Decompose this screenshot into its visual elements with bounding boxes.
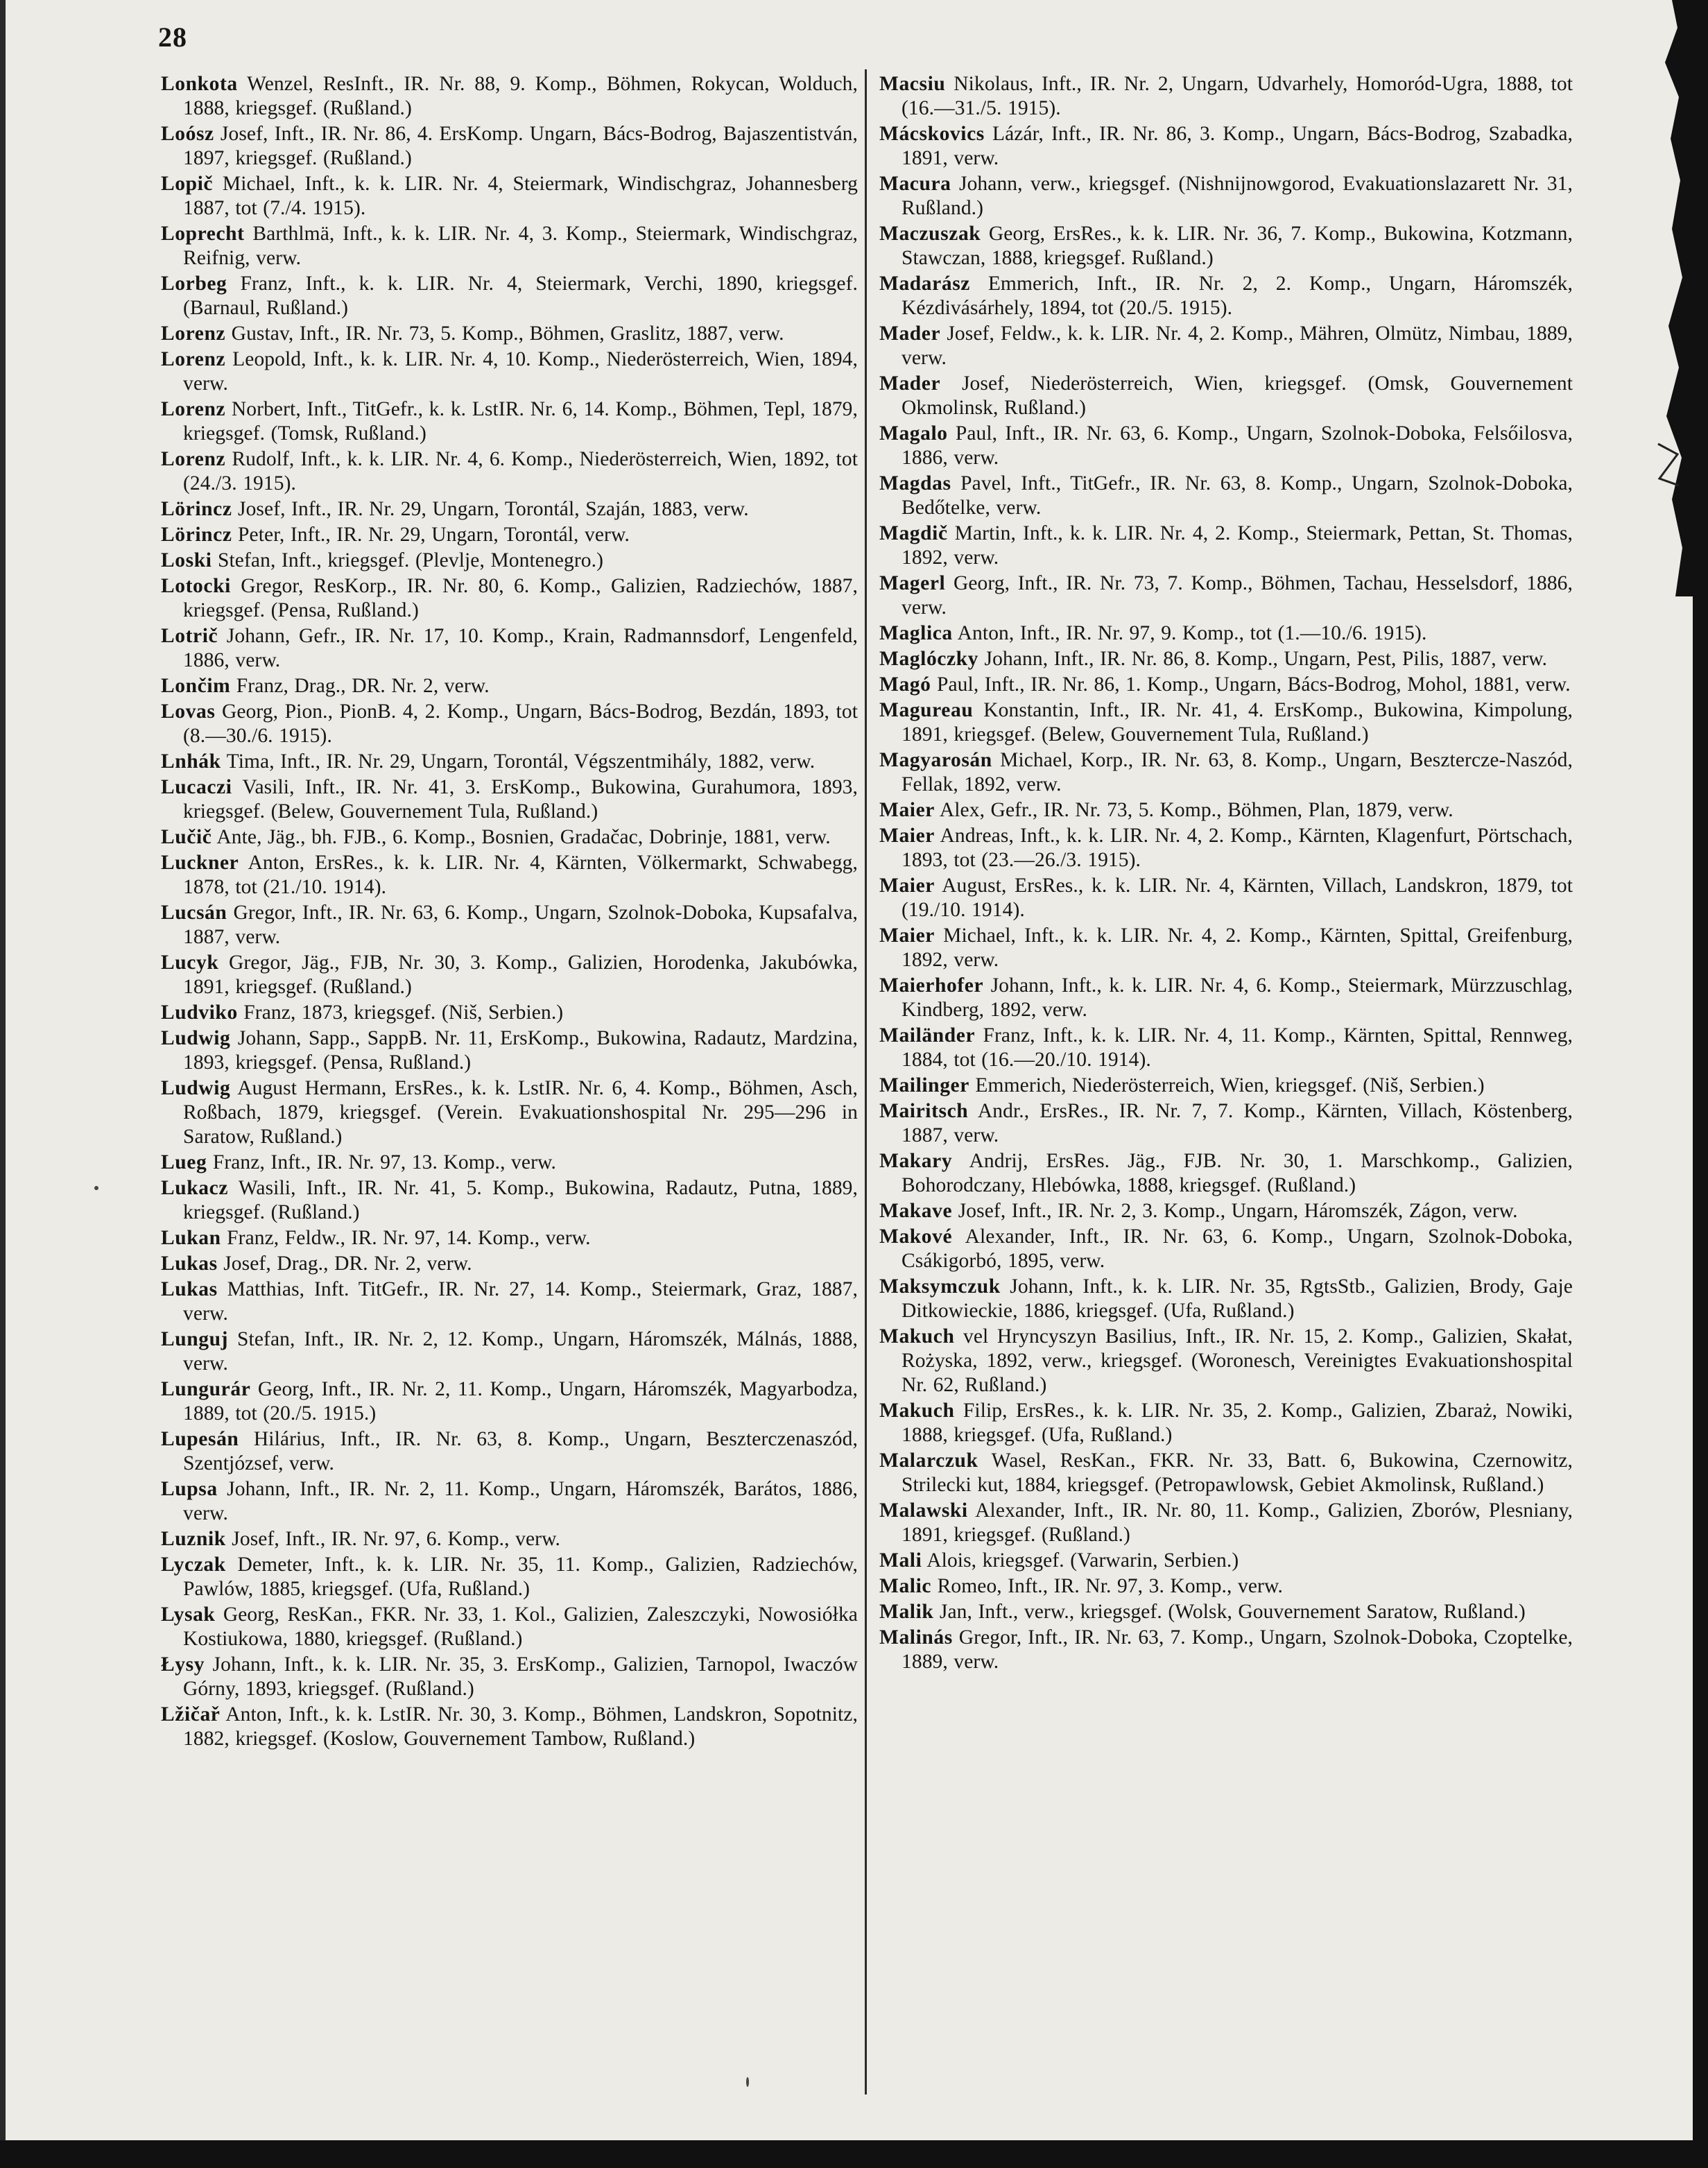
torn-edge-icon bbox=[1651, 0, 1693, 596]
entry-surname: Magdas bbox=[879, 472, 951, 494]
register-entry bbox=[161, 825, 858, 850]
entry-details: Jan, Inft., verw., kriegsgef. (Wolsk, Gouvernement Saratow, Rußland.) bbox=[939, 1601, 1526, 1623]
entry-surname: Ludwig bbox=[161, 1027, 231, 1049]
register-entry bbox=[161, 1252, 858, 1276]
entry-details: Ante, Jäg., bh. FJB., 6. Komp., Bosnien, Gradačac, Dobrinje, 1881, verw. bbox=[216, 826, 831, 848]
entry-details: Norbert, Inft., TitGefr., k. k. LstIR. Nr. 6, 14. Komp., Böhmen, Tepl, 1879, kriegsgef. (Tomsk, Rußland.) bbox=[183, 398, 858, 445]
entry-details: Johann, Inft., k. k. LIR. Nr. 35, RgtsStb., Galizien, Brody, Gaje Ditkowieckie, 1886, kriegsgef. (Ufa, Rußland.) bbox=[902, 1275, 1573, 1322]
register-entry bbox=[161, 1427, 858, 1476]
left-column bbox=[161, 72, 858, 1751]
entry-details: Johann, Sapp., SappB. Nr. 11, ErsKomp., Bukowina, Radautz, Mardzina, 1893, kriegsgef. (Pensa, Rußland.) bbox=[183, 1027, 858, 1074]
entry-surname: Maier bbox=[879, 924, 935, 947]
entry-details: Josef, Inft., IR. Nr. 2, 3. Komp., Ungarn, Háromszék, Zágon, verw. bbox=[958, 1200, 1518, 1222]
entry-details: Andrij, ErsRes. Jäg., FJB. Nr. 30, 1. Marschkomp., Galizien, Bohorodczany, Hlebówka, 1888, kriegsgef. (Rußland.) bbox=[902, 1150, 1573, 1196]
register-entry bbox=[161, 549, 858, 573]
entry-details: Nikolaus, Inft., IR. Nr. 2, Ungarn, Udvarhely, Homoród-Ugra, 1888, tot (16.—31./5. 1915). bbox=[902, 73, 1573, 119]
entry-details: Josef, Inft., IR. Nr. 97, 6. Komp., verw. bbox=[232, 1528, 561, 1550]
register-entry bbox=[161, 447, 858, 496]
entry-details: Anton, Inft., IR. Nr. 97, 9. Komp., tot (1.—10./6. 1915). bbox=[957, 622, 1427, 644]
register-entry bbox=[879, 1600, 1573, 1624]
register-entry bbox=[161, 397, 858, 446]
entry-details: Anton, Inft., k. k. LstIR. Nr. 30, 3. Komp., Böhmen, Landskron, Sopotnitz, 1882, kriegsgef. (Koslow, Gouvernement Tambow, Rußland.) bbox=[183, 1703, 858, 1750]
entry-surname: Maierhofer bbox=[879, 974, 984, 997]
entry-details: vel Hryncyszyn Basilius, Inft., IR. Nr. 15, 2. Komp., Galizien, Skałat, Rożyska, 1892, verw., kriegsgef. (Woronesch, Vereinigtes Evakuationshospital Nr. 62, Rußland.) bbox=[902, 1325, 1573, 1396]
entry-surname: Lotrič bbox=[161, 625, 218, 647]
entry-surname: Lyczak bbox=[161, 1554, 226, 1576]
entry-surname: Lucsán bbox=[161, 902, 227, 924]
register-entry bbox=[161, 775, 858, 824]
entry-surname: Lopič bbox=[161, 173, 214, 195]
entry-surname: Maglóczky bbox=[879, 648, 979, 670]
entry-details: Michael, Inft., k. k. LIR. Nr. 4, Steiermark, Windischgraz, Johannesberg 1887, tot (7./4. 1915). bbox=[183, 173, 858, 219]
register-entry bbox=[879, 673, 1573, 697]
entry-surname: Lucaczi bbox=[161, 776, 232, 798]
entry-surname: Lukan bbox=[161, 1227, 221, 1249]
entry-surname: Magureau bbox=[879, 699, 974, 721]
register-entry bbox=[879, 222, 1573, 270]
register-entry bbox=[161, 1226, 858, 1250]
entry-details: Josef, Niederösterreich, Wien, kriegsgef. (Omsk, Gouvernement Okmolinsk, Rußland.) bbox=[902, 372, 1573, 419]
entry-details: Franz, Inft., k. k. LIR. Nr. 4, Steiermark, Verchi, 1890, kriegsgef. (Barnaul, Rußland.) bbox=[183, 273, 858, 319]
register-entry bbox=[161, 1076, 858, 1149]
entry-details: Lázár, Inft., IR. Nr. 86, 3. Komp., Ungarn, Bács-Bodrog, Szabadka, 1891, verw. bbox=[902, 123, 1573, 169]
entry-details: Georg, Pion., PionB. 4, 2. Komp., Ungarn, Bács-Bodrog, Bezdán, 1893, tot (8.—30./6. 1915). bbox=[183, 700, 858, 747]
entry-surname: Lupesán bbox=[161, 1428, 239, 1450]
entry-surname: Malinás bbox=[879, 1626, 953, 1649]
entry-details: Romeo, Inft., IR. Nr. 97, 3. Komp., verw. bbox=[937, 1575, 1283, 1597]
entry-surname: Lorenz bbox=[161, 348, 226, 370]
register-entry bbox=[879, 1275, 1573, 1323]
scan-speck bbox=[746, 2077, 749, 2087]
register-entry bbox=[879, 1626, 1573, 1674]
register-entry bbox=[879, 1499, 1573, 1547]
entry-details: Johann, Gefr., IR. Nr. 17, 10. Komp., Krain, Radmannsdorf, Lengenfeld, 1886, verw. bbox=[183, 625, 858, 671]
entry-surname: Mairitsch bbox=[879, 1100, 969, 1122]
entry-details: Josef, Feldw., k. k. LIR. Nr. 4, 2. Komp., Mähren, Olmütz, Nimbau, 1889, verw. bbox=[902, 322, 1573, 369]
register-entry bbox=[879, 172, 1573, 221]
entry-details: Gregor, Inft., IR. Nr. 63, 7. Komp., Ungarn, Szolnok-Doboka, Czoptelke, 1889, verw. bbox=[902, 1626, 1573, 1673]
entry-details: Stefan, Inft., IR. Nr. 2, 12. Komp., Ungarn, Háromszék, Málnás, 1888, verw. bbox=[183, 1328, 858, 1375]
entry-surname: Malik bbox=[879, 1601, 934, 1623]
register-entry bbox=[161, 172, 858, 221]
entry-surname: Mali bbox=[879, 1549, 922, 1572]
entry-surname: Mailinger bbox=[879, 1074, 969, 1096]
entry-surname: Loprecht bbox=[161, 223, 245, 245]
register-entry bbox=[879, 522, 1573, 570]
entry-details: Franz, Inft., k. k. LIR. Nr. 4, 11. Komp., Kärnten, Spittal, Rennweg, 1884, tot (16.—20./10. 1914). bbox=[902, 1024, 1573, 1071]
entry-details: Stefan, Inft., kriegsgef. (Plevlje, Montenegro.) bbox=[218, 549, 604, 571]
register-entry bbox=[879, 571, 1573, 620]
entry-details: Vasili, Inft., IR. Nr. 41, 3. ErsKomp., Bukowina, Gurahumora, 1893, kriegsgef. (Belew, Gouvernement Tula, Rußland.) bbox=[183, 776, 858, 823]
entry-details: Alexander, Inft., IR. Nr. 63, 6. Komp., Ungarn, Szolnok-Doboka, Csákigorbó, 1895, verw. bbox=[902, 1225, 1573, 1272]
entry-details: Wasel, ResKan., FKR. Nr. 33, Batt. 6, Bukowina, Czernowitz, Strilecki kut, 1884, kriegsgef. (Petropawlowsk, Gebiet Akmolinsk, Rußland.) bbox=[902, 1449, 1573, 1496]
entry-surname: Loski bbox=[161, 549, 212, 571]
entry-surname: Lupsa bbox=[161, 1478, 218, 1500]
entry-details: Hilárius, Inft., IR. Nr. 63, 8. Komp., Ungarn, Beszterczenaszód, Szentjózsef, verw. bbox=[183, 1428, 858, 1474]
register-entry bbox=[161, 1001, 858, 1025]
register-entry bbox=[879, 874, 1573, 922]
entry-surname: Makary bbox=[879, 1150, 953, 1172]
entry-surname: Mailänder bbox=[879, 1024, 976, 1047]
entry-details: Paul, Inft., IR. Nr. 86, 1. Komp., Ungarn, Bács-Bodrog, Mohol, 1881, verw. bbox=[936, 673, 1571, 696]
register-entry bbox=[879, 1074, 1573, 1098]
page-edge-bottom bbox=[0, 2140, 1708, 2168]
entry-details: Tima, Inft., IR. Nr. 29, Ungarn, Torontál, Végszentmihály, 1882, verw. bbox=[226, 750, 816, 773]
entry-details: Johann, Inft., IR. Nr. 86, 8. Komp., Ungarn, Pest, Pilis, 1887, verw. bbox=[984, 648, 1548, 670]
entry-surname: Lonkota bbox=[161, 73, 238, 95]
entry-details: Barthlmä, Inft., k. k. LIR. Nr. 4, 3. Komp., Steiermark, Windischgraz, Reifnig, verw. bbox=[183, 223, 858, 269]
entry-surname: Macura bbox=[879, 173, 951, 195]
entry-details: Alexander, Inft., IR. Nr. 80, 11. Komp., Galizien, Zborów, Plesniany, 1891, kriegsgef. (Rußland.) bbox=[902, 1499, 1573, 1546]
entry-details: Josef, Drag., DR. Nr. 2, verw. bbox=[223, 1253, 472, 1275]
register-entry bbox=[879, 698, 1573, 747]
register-entry bbox=[161, 1377, 858, 1426]
entry-surname: Maier bbox=[879, 875, 935, 897]
register-entry bbox=[879, 1399, 1573, 1447]
register-entry bbox=[161, 72, 858, 121]
register-entry bbox=[161, 1703, 858, 1751]
entry-details: Franz, Feldw., IR. Nr. 97, 14. Komp., verw. bbox=[227, 1227, 591, 1249]
register-entry bbox=[161, 122, 858, 171]
entry-details: Johann, Inft., IR. Nr. 2, 11. Komp., Ungarn, Háromszék, Barátos, 1886, verw. bbox=[183, 1478, 858, 1524]
register-entry bbox=[161, 674, 858, 698]
entry-surname: Lučič bbox=[161, 826, 212, 848]
entry-details: Leopold, Inft., k. k. LIR. Nr. 4, 10. Komp., Niederösterreich, Wien, 1894, verw. bbox=[183, 348, 858, 395]
entry-surname: Lucyk bbox=[161, 952, 219, 974]
register-entry bbox=[161, 750, 858, 774]
register-entry bbox=[879, 621, 1573, 646]
register-entry bbox=[879, 974, 1573, 1022]
entry-details: Franz, 1873, kriegsgef. (Niš, Serbien.) bbox=[243, 1001, 564, 1024]
entry-surname: Lorenz bbox=[161, 322, 226, 345]
register-entry bbox=[879, 1449, 1573, 1497]
entry-surname: Magyarosán bbox=[879, 749, 992, 771]
entry-details: Gregor, ResKorp., IR. Nr. 80, 6. Komp., Galizien, Radziechów, 1887, kriegsgef. (Pensa, Rußland.) bbox=[183, 575, 858, 621]
entry-surname: Lorbeg bbox=[161, 273, 227, 295]
entry-details: Emmerich, Inft., IR. Nr. 2, 2. Komp., Ungarn, Háromszék, Kézdivásárhely, 1894, tot (20./5. 1915). bbox=[902, 273, 1573, 319]
entry-surname: Lungurár bbox=[161, 1378, 251, 1400]
entry-details: Matthias, Inft. TitGefr., IR. Nr. 27, 14. Komp., Steiermark, Graz, 1887, verw. bbox=[183, 1278, 858, 1325]
entry-details: Alex, Gefr., IR. Nr. 73, 5. Komp., Böhmen, Plan, 1879, verw. bbox=[939, 799, 1453, 821]
entry-surname: Mácskovics bbox=[879, 123, 985, 145]
entry-surname: Makové bbox=[879, 1225, 953, 1248]
register-entry bbox=[161, 951, 858, 999]
register-entry bbox=[161, 574, 858, 623]
entry-surname: Ludviko bbox=[161, 1001, 238, 1024]
entry-details: Peter, Inft., IR. Nr. 29, Ungarn, Torontál, verw. bbox=[238, 524, 630, 546]
entry-details: Georg, Inft., IR. Nr. 2, 11. Komp., Ungarn, Háromszék, Magyarbodza, 1889, tot (20./5. 1915.) bbox=[183, 1378, 858, 1425]
entry-details: Martin, Inft., k. k. LIR. Nr. 4, 2. Komp., Steiermark, Pettan, St. Thomas, 1892, verw. bbox=[902, 522, 1573, 569]
page-edge-right bbox=[1693, 0, 1708, 2168]
entry-surname: Lžičař bbox=[161, 1703, 221, 1726]
right-column bbox=[879, 72, 1573, 1674]
entry-surname: Makave bbox=[879, 1200, 953, 1222]
entry-surname: Lukas bbox=[161, 1253, 218, 1275]
entry-surname: Loósz bbox=[161, 123, 214, 145]
register-entry bbox=[161, 347, 858, 396]
register-entry bbox=[161, 322, 858, 346]
register-entry bbox=[879, 647, 1573, 671]
register-entry bbox=[161, 272, 858, 320]
entry-surname: Lunguj bbox=[161, 1328, 229, 1350]
entry-surname: Maksymczuk bbox=[879, 1275, 1001, 1298]
entry-surname: Magdič bbox=[879, 522, 948, 544]
scan-speck bbox=[94, 1186, 98, 1190]
entry-surname: Maier bbox=[879, 825, 935, 847]
entry-surname: Magalo bbox=[879, 422, 948, 445]
entry-details: Johann, Inft., k. k. LIR. Nr. 35, 3. ErsKomp., Galizien, Tarnopol, Iwaczów Górny, 1893, kriegsgef. (Rußland.) bbox=[183, 1653, 858, 1700]
entry-details: Gustav, Inft., IR. Nr. 73, 5. Komp., Böhmen, Graslitz, 1887, verw. bbox=[231, 322, 784, 345]
entry-surname: Makuch bbox=[879, 1400, 955, 1422]
entry-details: August Hermann, ErsRes., k. k. LstIR. Nr. 6, 4. Komp., Böhmen, Asch, Roßbach, 1879, kriegsgef. (Verein. Evakuationshospital Nr. 295—296 in Saratow, Rußland.) bbox=[183, 1077, 858, 1148]
entry-details: Andreas, Inft., k. k. LIR. Nr. 4, 2. Komp., Kärnten, Klagenfurt, Pörtschach, 1893, tot (23.—26./3. 1915). bbox=[902, 825, 1573, 871]
register-entry bbox=[879, 1225, 1573, 1273]
register-entry bbox=[879, 924, 1573, 972]
entry-details: Wenzel, ResInft., IR. Nr. 88, 9. Komp., Böhmen, Rokycan, Wolduch, 1888, kriegsgef. (Rußland.) bbox=[183, 73, 858, 119]
entry-details: Emmerich, Niederösterreich, Wien, kriegsgef. (Niš, Serbien.) bbox=[975, 1074, 1485, 1096]
register-entry bbox=[879, 272, 1573, 320]
entry-details: Gregor, Inft., IR. Nr. 63, 6. Komp., Ungarn, Szolnok-Doboka, Kupsafalva, 1887, verw. bbox=[183, 902, 858, 948]
entry-details: Filip, ErsRes., k. k. LIR. Nr. 35, 2. Komp., Galizien, Zbaraż, Nowiki, 1888, kriegsgef. (Ufa, Rußland.) bbox=[902, 1400, 1573, 1446]
register-entry bbox=[161, 1327, 858, 1376]
entry-surname: Luznik bbox=[161, 1528, 226, 1550]
entry-details: August, ErsRes., k. k. LIR. Nr. 4, Kärnten, Villach, Landskron, 1879, tot (19./10. 1914). bbox=[902, 875, 1573, 921]
entry-surname: Mader bbox=[879, 372, 941, 395]
entry-surname: Lorenz bbox=[161, 448, 226, 470]
entry-surname: Malic bbox=[879, 1575, 932, 1597]
column-divider bbox=[865, 69, 867, 2094]
register-entry bbox=[879, 1024, 1573, 1072]
register-entry bbox=[161, 1277, 858, 1326]
entry-surname: Lorenz bbox=[161, 398, 226, 420]
entry-surname: Lukacz bbox=[161, 1177, 229, 1199]
register-entry bbox=[879, 422, 1573, 470]
entry-surname: Ludwig bbox=[161, 1077, 231, 1099]
entry-details: Wasili, Inft., IR. Nr. 41, 5. Komp., Bukowina, Radautz, Putna, 1889, kriegsgef. (Rußland.) bbox=[183, 1177, 859, 1223]
entry-details: Johann, Inft., k. k. LIR. Nr. 4, 6. Komp., Steiermark, Mürzzuschlag, Kindberg, 1892, verw. bbox=[902, 974, 1573, 1021]
entry-details: Pavel, Inft., TitGefr., IR. Nr. 63, 8. Komp., Ungarn, Szolnok-Doboka, Bedőtelke, verw. bbox=[902, 472, 1573, 519]
register-entry bbox=[879, 122, 1573, 171]
entry-details: Georg, Inft., IR. Nr. 73, 7. Komp., Böhmen, Tachau, Hesselsdorf, 1886, verw. bbox=[902, 572, 1573, 619]
register-entry bbox=[879, 1099, 1573, 1148]
entry-surname: Łysy bbox=[161, 1653, 205, 1676]
entry-surname: Macsiu bbox=[879, 73, 946, 95]
entry-details: Franz, Drag., DR. Nr. 2, verw. bbox=[236, 675, 490, 697]
entry-details: Josef, Inft., IR. Nr. 29, Ungarn, Torontál, Szaján, 1883, verw. bbox=[238, 498, 749, 520]
register-entry bbox=[161, 1477, 858, 1526]
entry-surname: Makuch bbox=[879, 1325, 955, 1348]
register-entry bbox=[161, 901, 858, 949]
entry-surname: Luckner bbox=[161, 852, 239, 874]
entry-details: Georg, ResKan., FKR. Nr. 33, 1. Kol., Galizien, Zaleszczyki, Nowosiółka Kostiukowa, 1880, kriegsgef. (Rußland.) bbox=[183, 1603, 858, 1650]
entry-surname: Maczuszak bbox=[879, 223, 981, 245]
entry-surname: Magó bbox=[879, 673, 931, 696]
page-edge-left bbox=[0, 0, 6, 2168]
register-entry bbox=[161, 1527, 858, 1551]
entry-details: Konstantin, Inft., IR. Nr. 41, 4. ErsKomp., Bukowina, Kimpolung, 1891, kriegsgef. (Belew, Gouvernement Tula, Rußland.) bbox=[902, 699, 1573, 746]
register-entry bbox=[879, 1574, 1573, 1599]
entry-surname: Maglica bbox=[879, 622, 953, 644]
entry-details: Andr., ErsRes., IR. Nr. 7, 7. Komp., Kärnten, Villach, Köstenberg, 1887, verw. bbox=[902, 1100, 1573, 1146]
register-entry bbox=[161, 624, 858, 673]
register-entry bbox=[161, 497, 858, 522]
entry-surname: Lnhák bbox=[161, 750, 221, 773]
entry-surname: Malawski bbox=[879, 1499, 968, 1522]
entry-details: Franz, Inft., IR. Nr. 97, 13. Komp., verw. bbox=[212, 1151, 556, 1173]
entry-details: Josef, Inft., IR. Nr. 86, 4. ErsKomp. Ungarn, Bács-Bodrog, Bajaszentistván, 1897, kriegsgef. (Rußland.) bbox=[183, 123, 858, 169]
register-entry bbox=[161, 1151, 858, 1175]
page-number: 28 bbox=[158, 21, 187, 53]
entry-surname: Lončim bbox=[161, 675, 231, 697]
entry-surname: Lörincz bbox=[161, 498, 232, 520]
register-entry bbox=[879, 472, 1573, 520]
entry-details: Michael, Inft., k. k. LIR. Nr. 4, 2. Komp., Kärnten, Spittal, Greifenburg, 1892, verw. bbox=[902, 924, 1573, 971]
register-entry bbox=[879, 1549, 1573, 1573]
register-entry bbox=[161, 1026, 858, 1075]
register-entry bbox=[161, 222, 858, 270]
register-entry bbox=[879, 1199, 1573, 1223]
register-entry bbox=[161, 1653, 858, 1701]
register-entry bbox=[879, 322, 1573, 370]
register-entry bbox=[879, 824, 1573, 872]
entry-surname: Lotocki bbox=[161, 575, 231, 597]
entry-details: Gregor, Jäg., FJB, Nr. 30, 3. Komp., Galizien, Horodenka, Jakubówka, 1891, kriegsgef. (Rußland.) bbox=[183, 952, 858, 998]
register-entry bbox=[879, 372, 1573, 420]
entry-details: Rudolf, Inft., k. k. LIR. Nr. 4, 6. Komp., Niederösterreich, Wien, 1892, tot (24./3. 1915). bbox=[183, 448, 858, 494]
register-entry bbox=[879, 1149, 1573, 1198]
register-entry bbox=[879, 748, 1573, 797]
entry-surname: Lysak bbox=[161, 1603, 216, 1626]
entry-surname: Lueg bbox=[161, 1151, 207, 1173]
entry-details: Demeter, Inft., k. k. LIR. Nr. 35, 11. Komp., Galizien, Radziechów, Pawlów, 1885, kriegsgef. (Ufa, Rußland.) bbox=[183, 1554, 858, 1600]
register-entry bbox=[879, 798, 1573, 823]
entry-details: Georg, ErsRes., k. k. LIR. Nr. 36, 7. Komp., Bukowina, Kotzmann, Stawczan, 1888, kriegsgef. Rußland.) bbox=[902, 223, 1573, 269]
register-entry bbox=[879, 72, 1573, 121]
register-entry bbox=[161, 851, 858, 900]
entry-details: Johann, verw., kriegsgef. (Nishnijnowgorod, Evakuationslazarett Nr. 31, Rußland.) bbox=[902, 173, 1573, 219]
entry-details: Michael, Korp., IR. Nr. 63, 8. Komp., Ungarn, Besztercze-Naszód, Fellak, 1892, verw. bbox=[902, 749, 1573, 795]
entry-surname: Madarász bbox=[879, 273, 970, 295]
register-entry bbox=[161, 523, 858, 547]
entry-details: Alois, kriegsgef. (Varwarin, Serbien.) bbox=[926, 1549, 1239, 1572]
entry-surname: Maier bbox=[879, 799, 935, 821]
entry-surname: Mader bbox=[879, 322, 941, 345]
entry-surname: Lovas bbox=[161, 700, 216, 723]
entry-surname: Lukas bbox=[161, 1278, 218, 1300]
register-entry bbox=[161, 700, 858, 748]
register-entry bbox=[161, 1553, 858, 1601]
entry-surname: Malarczuk bbox=[879, 1449, 978, 1472]
entry-details: Anton, ErsRes., k. k. LIR. Nr. 4, Kärnten, Völkermarkt, Schwabegg, 1878, tot (21./10. 1914). bbox=[183, 852, 858, 898]
register-entry bbox=[161, 1603, 858, 1651]
entry-surname: Magerl bbox=[879, 572, 946, 594]
register-entry bbox=[879, 1325, 1573, 1397]
register-entry bbox=[161, 1176, 858, 1225]
entry-surname: Lörincz bbox=[161, 524, 232, 546]
entry-details: Paul, Inft., IR. Nr. 63, 6. Komp., Ungarn, Szolnok-Doboka, Felsőilosva, 1886, verw. bbox=[902, 422, 1573, 469]
